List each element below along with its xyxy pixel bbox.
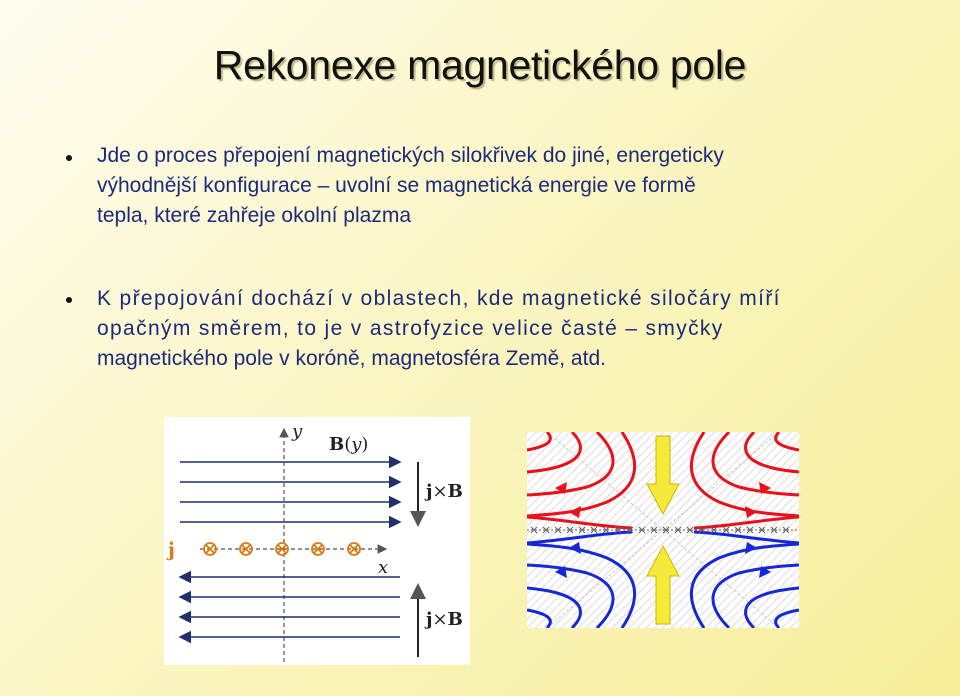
bullet-text-2: [97, 284, 897, 374]
bullet-marker-2: [66, 297, 72, 303]
bullet-2-line-1: K přepojování dochází v oblastech, kde magnetické siločáry míří: [97, 287, 781, 310]
force-top-j: j: [426, 481, 433, 502]
field-label: [329, 434, 368, 455]
force-label-top: [424, 481, 463, 502]
force-top-b: B: [447, 481, 463, 502]
lower-field-lines: [180, 577, 400, 637]
bullet-2-line-3: magnetického pole v koróně, magnetosféra Země, atd.: [97, 347, 606, 370]
bullet-1-line-2: výhodnější konfigurace – uvolní se magnetická energie ve formě: [97, 174, 696, 197]
current-sheet-diagram: [164, 417, 470, 665]
field-label-var: y: [351, 434, 362, 455]
upper-field-lines: [180, 462, 400, 522]
bullet-1-line-3: tepla, které zahřeje okolní plazma: [97, 204, 412, 227]
field-label-paren-open: (: [344, 434, 352, 455]
y-axis-label: y: [292, 421, 303, 442]
x-point-reconnection-diagram: [527, 432, 799, 628]
force-label-bottom: [424, 609, 463, 630]
force-bottom-x: ×: [432, 609, 448, 630]
slide-title: Rekonexe magnetického pole: [213, 42, 747, 88]
bullet-text-1: [97, 141, 897, 231]
bullet-2-line-2: opačným směrem, to je v astrofyzice velice časté – smyčky: [97, 317, 724, 340]
x-axis-label: x: [378, 557, 389, 578]
force-top-x: ×: [432, 481, 448, 502]
field-label-b: B: [329, 434, 345, 455]
bullet-marker-1: [66, 155, 72, 161]
bullet-1-line-1: Jde o proces přepojení magnetických silokřivek do jiné, energeticky: [97, 144, 724, 167]
force-bottom-j: j: [426, 609, 433, 630]
force-bottom-b: B: [447, 609, 463, 630]
current-label: j: [168, 539, 175, 561]
field-label-paren-close: ): [361, 434, 369, 455]
